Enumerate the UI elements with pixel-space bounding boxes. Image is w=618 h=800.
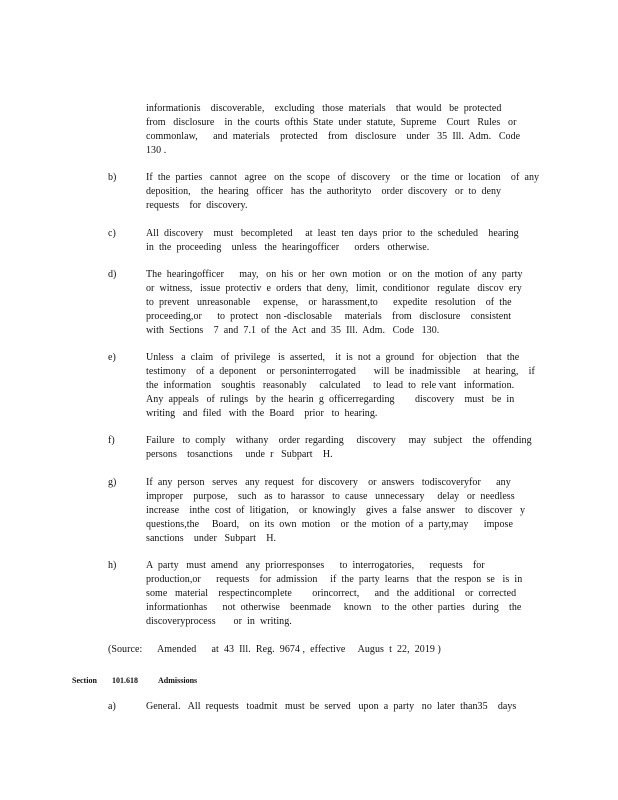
text-line: with Sections 7 and 7.1 of the Act and 35 Ill. Adm. Code 130. bbox=[146, 325, 440, 336]
section-number: 101.618 bbox=[112, 676, 138, 685]
subsection-label: b) bbox=[108, 172, 117, 183]
text-line: persons tosanctions unde r Subpart H. bbox=[146, 449, 333, 460]
text-line: testimony of a deponent or personinterrogated will be inadmissible at hearing, if bbox=[146, 366, 535, 377]
text-line: All discovery must becompleted at least ten days prior to the scheduled hearing bbox=[146, 228, 519, 239]
text-line: Failure to comply withany order regarding discovery may subject the offending bbox=[146, 435, 532, 446]
text-line: deposition, the hearing officer has the authorityto order discovery or to deny bbox=[146, 186, 502, 197]
subsection-label: e) bbox=[108, 352, 116, 363]
text-line: proceeding,or to protect non -disclosable materials from disclosure consistent bbox=[146, 311, 512, 322]
text-line: or witness, issue protectiv e orders that deny, limit, conditionor regulate discov ery bbox=[146, 283, 522, 294]
text-line: If the parties cannot agree on the scope of discovery or the time or location of any bbox=[146, 172, 540, 183]
text-line: A party must amend any priorresponses to interrogatories, requests for bbox=[146, 560, 485, 571]
text-line: from disclosure in the courts ofthis State under statute, Supreme Court Rules or bbox=[146, 117, 517, 128]
subsection-label: a) bbox=[108, 701, 116, 712]
text-line: requests for discovery. bbox=[146, 200, 248, 211]
text-line: discoveryprocess or in writing. bbox=[146, 616, 292, 627]
text-line: Unless a claim of privilege is asserted, it is not a ground for objection that the bbox=[146, 352, 520, 363]
text-line: commonlaw, and materials protected from disclosure under 35 Ill. Adm. Code bbox=[146, 131, 521, 142]
subsection-label: c) bbox=[108, 228, 116, 239]
subsection-label: g) bbox=[108, 477, 117, 488]
subsection-label: f) bbox=[108, 435, 115, 446]
subsection-label: d) bbox=[108, 269, 117, 280]
text-line: increase inthe cost of litigation, or knowingly gives a false answer to discover y bbox=[146, 505, 526, 516]
text-line: 130 . bbox=[146, 145, 167, 156]
text-line: informationhas not otherwise beenmade known to the other parties during the bbox=[146, 602, 522, 613]
text-line: Any appeals of rulings by the hearin g officerregarding discovery must be in bbox=[146, 394, 515, 405]
subsection-label: h) bbox=[108, 560, 117, 571]
text-line: The hearingofficer may, on his or her own motion or on the motion of any party bbox=[146, 269, 523, 280]
text-line: General. All requests toadmit must be served upon a party no later than35 days bbox=[146, 701, 517, 712]
text-line: production,or requests for admission if the party learns that the respon se is in bbox=[146, 574, 523, 585]
text-line: If any person serves any request for discovery or answers todiscoveryfor any bbox=[146, 477, 511, 488]
text-line: improper purpose, such as to harassor to cause unnecessary delay or needless bbox=[146, 491, 515, 502]
text-line: writing and filed with the Board prior to hearing. bbox=[146, 408, 378, 419]
text-line: the information soughtis reasonably calculated to lead to rele vant information. bbox=[146, 380, 515, 391]
text-line: informationis discoverable, excluding those materials that would be protected bbox=[146, 103, 502, 114]
text-line: questions,the Board, on its own motion or the motion of a party,may impose bbox=[146, 519, 513, 530]
text-line: some material respectincomplete orincorrect, and the additional or corrected bbox=[146, 588, 517, 599]
text-line: to prevent unreasonable expense, or harassment,to expedite resolution of the bbox=[146, 297, 512, 308]
section-title: Admissions bbox=[158, 676, 198, 685]
source-note: (Source: Amended at 43 Ill. Reg. 9674 , effective Augus t 22, 2019 ) bbox=[108, 644, 441, 655]
text-line: sanctions under Subpart H. bbox=[146, 533, 277, 544]
section-word: Section bbox=[72, 676, 97, 685]
text-line: in the proceeding unless the hearingofficer orders otherwise. bbox=[146, 242, 430, 253]
